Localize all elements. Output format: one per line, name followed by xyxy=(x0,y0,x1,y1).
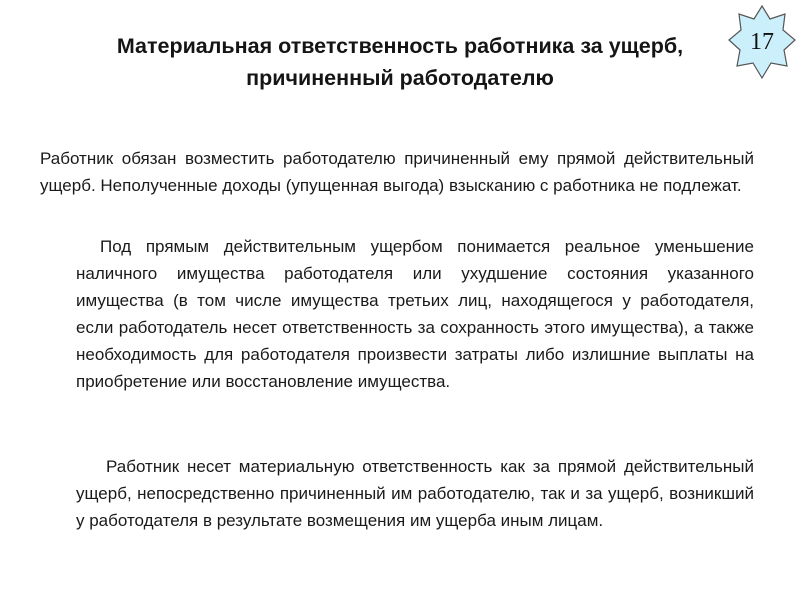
slide-title-line-2: причиненный работодателю xyxy=(246,66,554,90)
slide-number-badge xyxy=(728,4,796,82)
paragraph-3: Работник несет материальную ответственность как за прямой действительный ущерб, непосредственно причиненный им работодателю, так и за ущерб, возникший у работодателя в результате возмещения им ущерба иным лицам. xyxy=(76,457,754,530)
paragraph-2: Под прямым действительным ущербом понимается реальное уменьшение наличного имущества работодателя или ухудшение состояния указанного имущества (в том числе имущества третьих лиц, находящегося у работодателя, если работодатель несет ответственность за сохранность этого имущества), а также необходимость для работодателя произвести затраты либо излишние выплаты на приобретение или восстановление имущества. xyxy=(76,237,754,391)
slide-number: 17 xyxy=(750,29,774,55)
slide-title xyxy=(30,30,770,94)
paragraph-1: Работник обязан возместить работодателю причиненный ему прямой действительный ущерб. Неполученные доходы (упущенная выгода) взысканию с работника не подлежат. xyxy=(40,149,754,195)
slide-title-line-1: Материальная ответственность работника за ущерб, xyxy=(116,34,684,58)
